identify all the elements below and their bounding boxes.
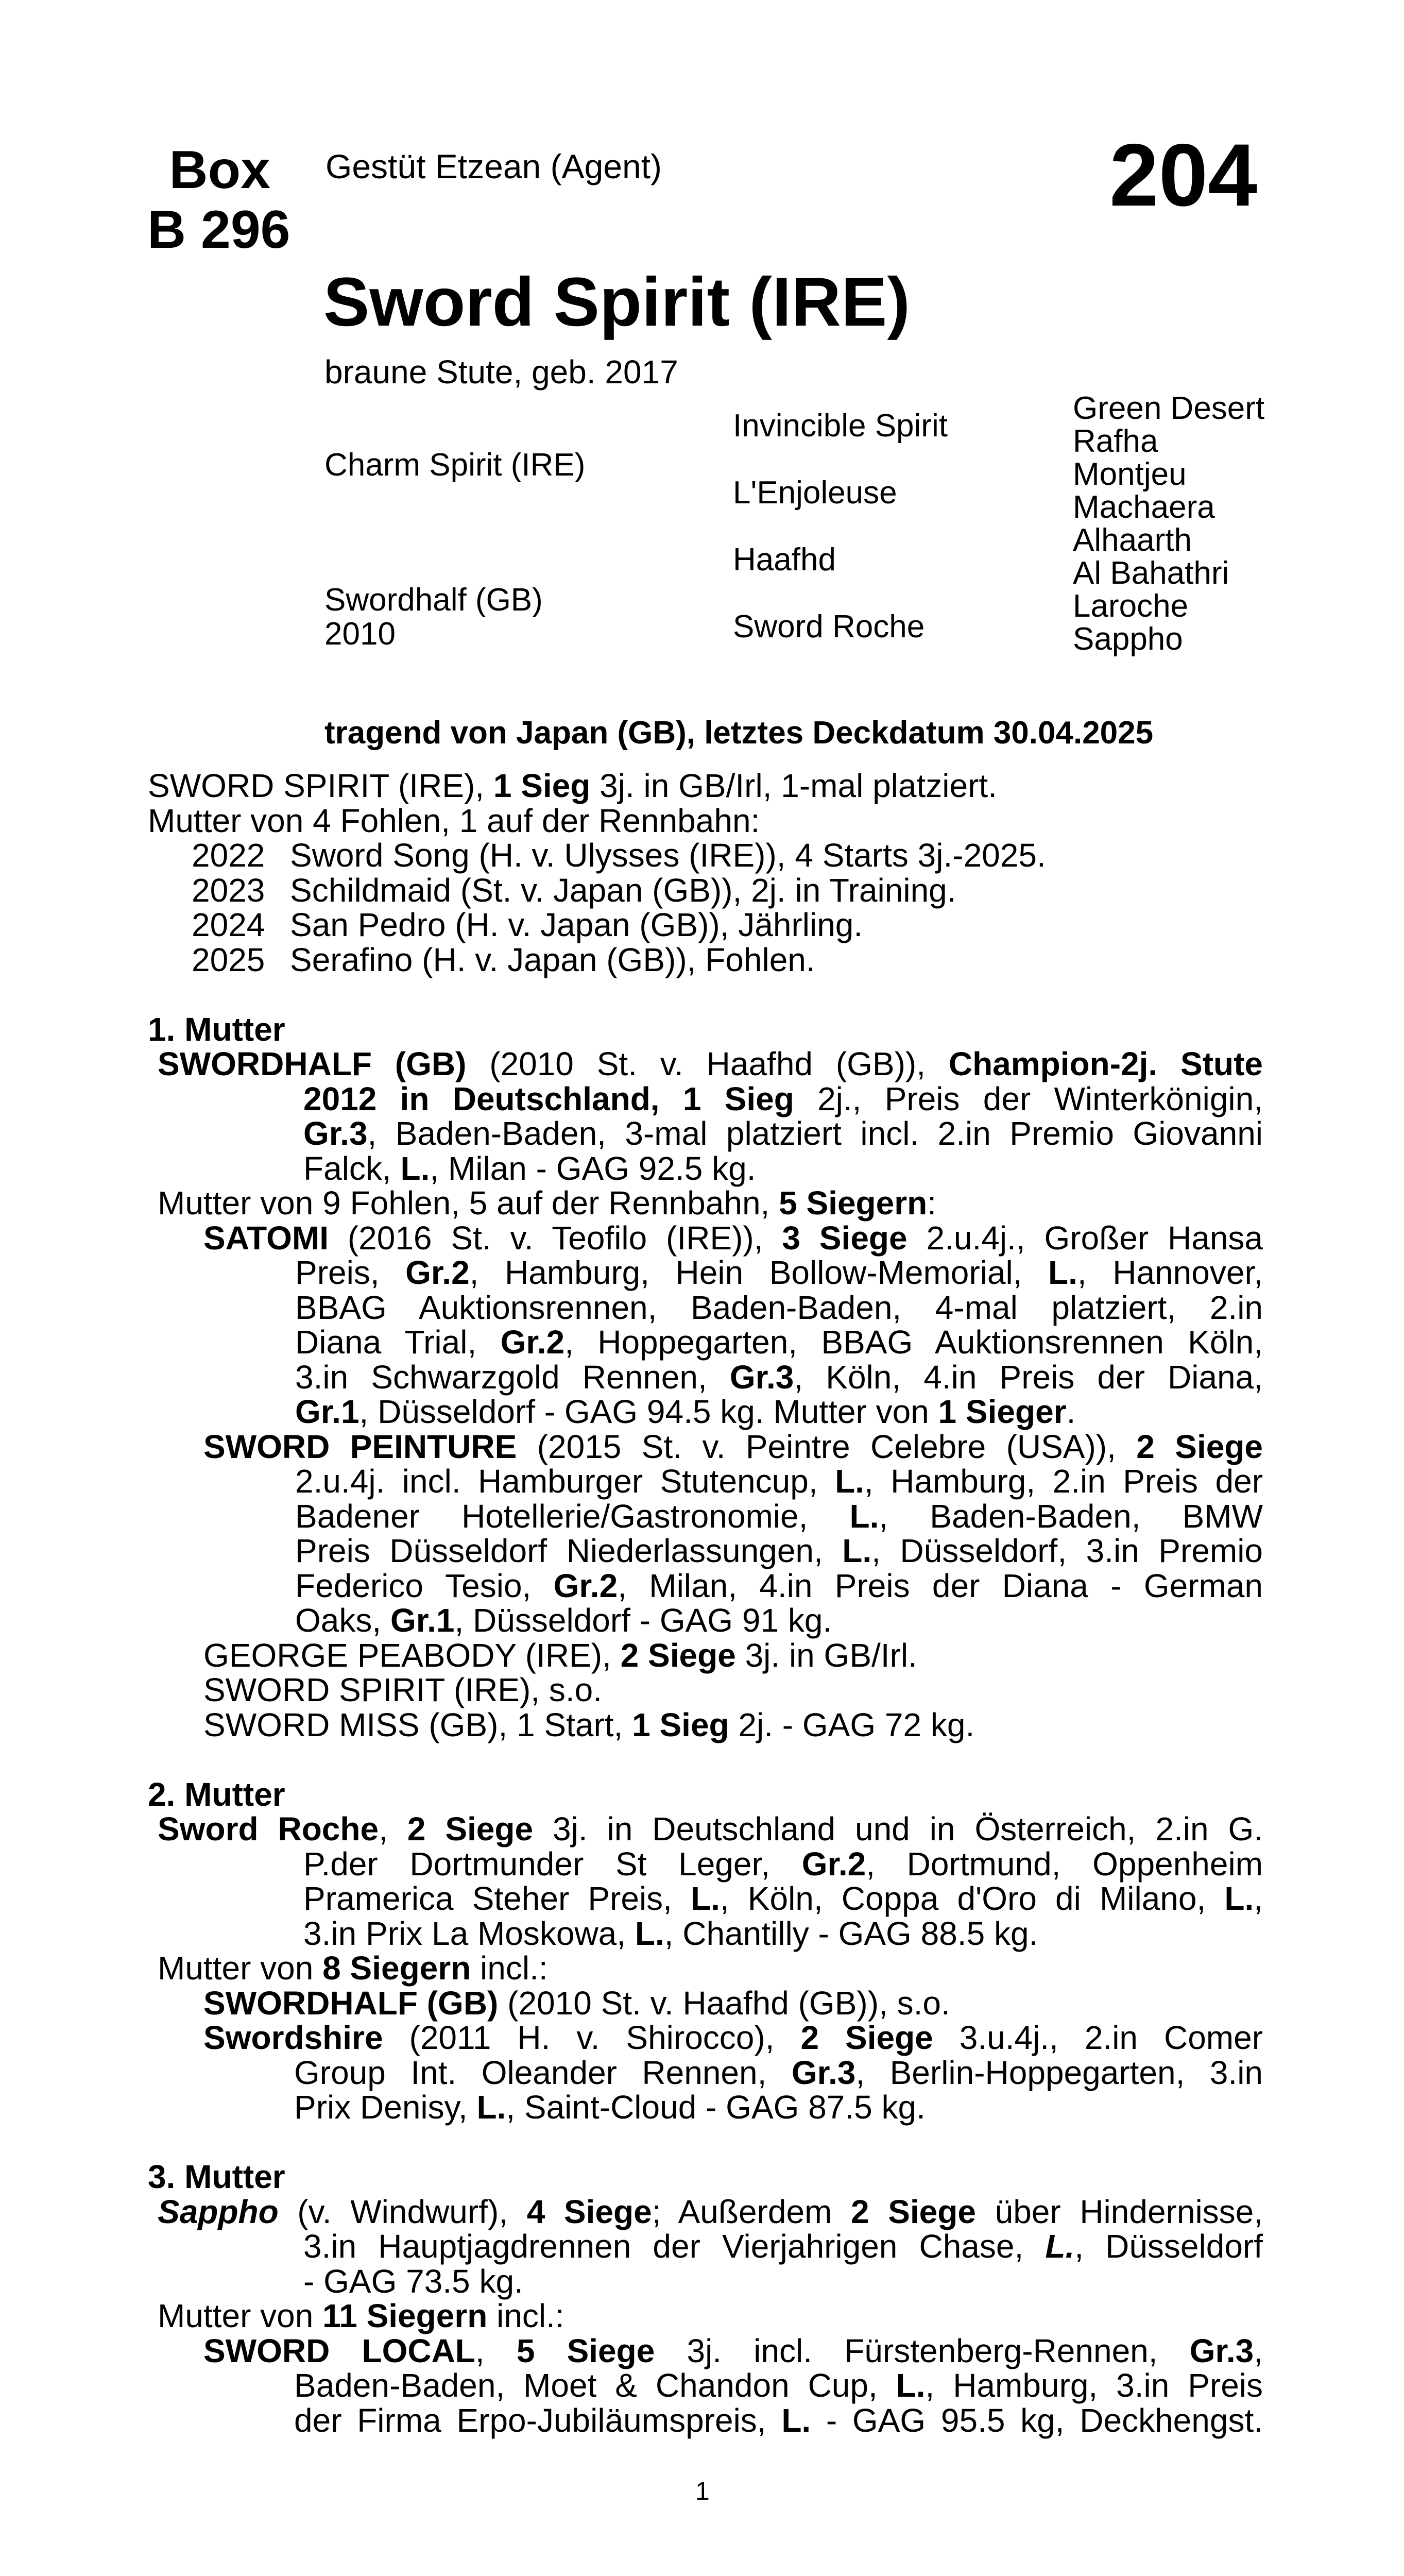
body-line <box>203 2334 1263 2370</box>
covering-info: tragend von Japan (GB), letztes Deckdatum 30.04.2025 <box>324 715 1154 751</box>
text-run: SWORD MISS (GB), 1 Start, <box>203 1706 632 1743</box>
text-run: 3.in Prix La Moskowa, <box>303 1914 635 1952</box>
text-run: , Hamburg, 2.in Preis der <box>864 1465 1263 1500</box>
body-line <box>203 1222 1263 1258</box>
emphasis-bold: 2 Siege <box>800 2021 933 2056</box>
emphasis-bold: Gr.2 <box>801 1847 866 1883</box>
emphasis-bold: Gr.3 <box>303 1117 368 1152</box>
emphasis-bold: 2 Siege <box>1136 1430 1263 1465</box>
text-run: , <box>475 2334 517 2369</box>
text-run: - GAG 95.5 kg, Deckhengst. <box>811 2403 1263 2439</box>
emphasis-bold: Gr.2 <box>553 1569 618 1604</box>
text-run: (2016 St. v. Teofilo (IRE)), <box>328 1221 782 1257</box>
body-line <box>303 2262 523 2300</box>
text-run: Mutter von <box>158 1950 323 1987</box>
body-line <box>295 1361 1263 1397</box>
text-run: SWORD SPIRIT (IRE), s.o. <box>203 1671 602 1708</box>
text-run: Schildmaid (St. v. Japan (GB)), 2j. in Training. <box>290 871 956 909</box>
body-line <box>148 1010 285 1048</box>
text-run: Prix Denisy, <box>294 2089 477 2126</box>
text-run: , <box>379 1812 407 1848</box>
emphasis-bold: L. <box>781 2403 811 2439</box>
text-run: , <box>1254 1882 1263 1917</box>
text-run: (2010 St. v. Haafhd (GB)), <box>466 1047 949 1082</box>
emphasis-bold: Gr.1 <box>390 1602 455 1639</box>
text-run: Preis, <box>295 1256 406 1291</box>
body-line <box>158 1047 1263 1083</box>
emphasis-bold: L. <box>691 1882 720 1917</box>
pedigree-dam-sire: Haafhd <box>733 542 836 578</box>
text-run: ; Außerdem <box>652 2195 851 2230</box>
emphasis-bold: L. <box>849 1499 879 1535</box>
text-run: Preis Düsseldorf Niederlassungen, <box>295 1534 843 1569</box>
emphasis-bold: Gr.2 <box>500 1326 565 1361</box>
text-run: der Firma Erpo-Jubiläumspreis, <box>294 2403 782 2439</box>
text-run: , Köln, Coppa d'Oro di Milano, <box>720 1882 1225 1917</box>
text-run: , Milan - GAG 92.5 kg. <box>430 1149 756 1187</box>
text-run: 3.in Schwarzgold Rennen, <box>295 1360 730 1396</box>
page-number: 1 <box>695 2477 710 2505</box>
text-run: , Düsseldorf <box>1074 2230 1263 2265</box>
text-run: 3.in Hauptjagdrennen der Vierjahrigen Chase, <box>303 2230 1046 2265</box>
text-run: (2015 St. v. Peintre Celebre (USA)), <box>517 1430 1137 1465</box>
body-line <box>203 1673 602 1706</box>
consignor: Gestüt Etzean (Agent) <box>326 147 662 185</box>
text-run: , Milan, 4.in Preis der Diana - German <box>618 1569 1263 1604</box>
body-line <box>303 1914 1038 1952</box>
text-run: , <box>1254 2334 1263 2369</box>
body-line <box>158 1184 936 1222</box>
text-run: , Hamburg, Hein Bollow-Memorial, <box>469 1256 1049 1291</box>
emphasis-bold: SWORDHALF (GB) <box>203 1984 499 2022</box>
text-run: SWORD SPIRIT (IRE), <box>148 767 493 804</box>
text-run: San Pedro (H. v. Japan (GB)), Jährling. <box>290 906 863 943</box>
emphasis-bold: Swordshire <box>203 2021 383 2056</box>
text-run: 2.u.4j., Großer Hansa <box>907 1221 1263 1257</box>
emphasis-bold: Sword Roche <box>158 1812 379 1848</box>
text-run: 2j., Preis der Winterkönigin, <box>794 1082 1263 1117</box>
text-run: 3.u.4j., 2.in Comer <box>933 2021 1263 2056</box>
text-run: , Chantilly - GAG 88.5 kg. <box>664 1914 1038 1952</box>
emphasis-bold: L. <box>835 1465 864 1500</box>
pedigree-dam-dam: Sword Roche <box>733 609 925 645</box>
body-line <box>303 2230 1263 2266</box>
text-run: 3j. incl. Fürstenberg-Rennen, <box>655 2334 1190 2369</box>
body-line <box>203 1708 974 1741</box>
text-run: Mutter von 9 Fohlen, 5 auf der Rennbahn, <box>158 1184 779 1222</box>
pedigree-sire-dam: L'Enjoleuse <box>733 475 897 511</box>
text-run: , Hoppegarten, BBAG Auktionsrennen Köln, <box>564 1326 1263 1361</box>
body-line <box>203 1984 950 2022</box>
emphasis-bold: Gr.3 <box>729 1360 794 1396</box>
body-line <box>148 769 997 802</box>
emphasis-bold: SATOMI <box>203 1221 329 1257</box>
emphasis-bold: 5 Siegern <box>779 1184 928 1222</box>
text-run: , Berlin-Hoppegarten, 3.in <box>855 2056 1263 2091</box>
text-run: Badener Hotellerie/Gastronomie, <box>295 1499 850 1535</box>
emphasis-bold: L. <box>476 2089 506 2126</box>
foal-year: 2022 <box>192 837 265 874</box>
text-run: (2010 St. v. Haafhd (GB)), s.o. <box>498 1984 950 2022</box>
body-line <box>303 1149 756 1187</box>
emphasis-bold: 3 Siege <box>782 1221 908 1257</box>
emphasis-bold: Gr.1 <box>295 1393 359 1430</box>
emphasis-bold: SWORDHALF (GB) <box>158 1047 467 1082</box>
text-run: P.der Dortmunder St Leger, <box>303 1847 802 1883</box>
emphasis-bold: 11 Siegern <box>322 2297 488 2334</box>
body-line <box>294 2369 1263 2405</box>
body-line <box>148 2160 285 2193</box>
body-line <box>295 1534 1263 1570</box>
text-run: Group Int. Oleander Rennen, <box>294 2056 792 2091</box>
body-line <box>295 1291 1263 1327</box>
body-line <box>303 1882 1263 1918</box>
emphasis-bold: 8 Siegern <box>322 1950 471 1987</box>
text-run: , Köln, 4.in Preis der Diana, <box>794 1360 1263 1396</box>
body-line <box>295 1569 1263 1605</box>
pedigree-g3: Sappho <box>1073 621 1183 657</box>
box-label: Box <box>169 140 270 200</box>
pedigree-g3: Alhaarth <box>1073 522 1192 558</box>
body-line <box>303 1082 1263 1118</box>
emphasis-bold: 2 Siege <box>850 2195 976 2230</box>
text-run: - GAG 73.5 kg. <box>303 2262 523 2300</box>
emphasis-italic: L. <box>1045 2230 1075 2265</box>
text-run: Oaks, <box>295 1602 390 1639</box>
text-run: : <box>927 1184 936 1222</box>
emphasis-bold: 5 Siege <box>516 2334 655 2369</box>
body-line <box>294 2056 1263 2092</box>
emphasis-bold: 1 Sieger <box>938 1393 1067 1430</box>
text-run: Diana Trial, <box>295 1326 501 1361</box>
text-run: 2j. - GAG 72 kg. <box>729 1706 975 1743</box>
text-run: , Hamburg, 3.in Preis <box>925 2369 1263 2404</box>
body-line <box>192 839 1046 872</box>
emphasis-bold: Gr.3 <box>1189 2334 1254 2369</box>
lot-number: 204 <box>1109 126 1257 225</box>
body-line <box>294 2404 1263 2440</box>
text-run: , Düsseldorf - GAG 91 kg. <box>454 1602 832 1639</box>
emphasis-bold: 1 Sieg <box>632 1706 729 1743</box>
text-run: GEORGE PEABODY (IRE), <box>203 1636 621 1674</box>
text-run: Baden-Baden, Moet & Chandon Cup, <box>294 2369 896 2404</box>
emphasis-bold: 2 Siege <box>407 1812 534 1848</box>
body-line <box>148 1775 285 1813</box>
text-run: Mutter von <box>158 2297 323 2334</box>
emphasis-bold: SWORD PEINTURE <box>203 1430 517 1465</box>
emphasis-bold: 2012 in Deutschland, 1 Sieg <box>303 1082 794 1117</box>
pedigree-g3: Green Desert <box>1073 391 1265 426</box>
emphasis-bold: Gr.3 <box>791 2056 856 2091</box>
body-line <box>295 1604 832 1637</box>
body-line <box>203 1430 1263 1466</box>
text-run: 3j. in Deutschland und in Österreich, 2.in G. <box>533 1812 1263 1848</box>
text-run: , Dortmund, Oppenheim <box>866 1847 1263 1883</box>
foal-year: 2025 <box>192 941 265 978</box>
text-run: , Baden-Baden, BMW <box>879 1499 1263 1535</box>
pedigree-g3: Machaera <box>1073 489 1215 525</box>
emphasis-bold: 3. Mutter <box>148 2158 285 2195</box>
body-line <box>148 804 760 837</box>
emphasis-italic: Sappho <box>158 2195 279 2230</box>
body-line <box>295 1395 1075 1428</box>
emphasis-bold: 2. Mutter <box>148 1775 285 1813</box>
body-line <box>303 1848 1263 1884</box>
emphasis-bold: Gr.2 <box>405 1256 470 1291</box>
text-run: incl.: <box>471 1950 548 1987</box>
emphasis-bold: L. <box>635 1914 664 1952</box>
box-number: B 296 <box>147 200 290 260</box>
pedigree-dam-year: 2010 <box>324 616 396 652</box>
body-line <box>295 1500 1263 1536</box>
body-line <box>295 1326 1263 1362</box>
foal-year: 2024 <box>192 906 265 943</box>
emphasis-bold: Champion-2j. Stute <box>948 1047 1263 1082</box>
body-line <box>294 2091 926 2124</box>
body-line <box>192 871 956 909</box>
text-run: 2.u.4j. incl. Hamburger Stutencup, <box>295 1465 835 1500</box>
emphasis-bold: 1 Sieg <box>493 767 591 804</box>
foal-year: 2023 <box>192 871 265 909</box>
body-line <box>158 1812 1263 1849</box>
body-line <box>192 908 863 941</box>
text-run: Serafino (H. v. Japan (GB)), Fohlen. <box>290 941 815 978</box>
text-run: Mutter von 4 Fohlen, 1 auf der Rennbahn: <box>148 802 760 839</box>
horse-description: braune Stute, geb. 2017 <box>324 353 678 391</box>
body-line <box>295 1256 1263 1292</box>
body-line <box>158 2299 564 2332</box>
emphasis-bold: L. <box>842 1534 872 1569</box>
body-line <box>203 2021 1263 2057</box>
emphasis-bold: L. <box>896 2369 926 2404</box>
pedigree-g3: Rafha <box>1073 423 1158 459</box>
emphasis-bold: 1. Mutter <box>148 1010 285 1048</box>
pedigree-g3: Al Bahathri <box>1073 555 1229 591</box>
pedigree-g3: Laroche <box>1073 588 1189 624</box>
text-run: (v. Windwurf), <box>278 2195 527 2230</box>
emphasis-bold: 2 Siege <box>620 1636 736 1674</box>
text-run: über Hindernisse, <box>975 2195 1263 2230</box>
pedigree-g3: Montjeu <box>1073 456 1187 492</box>
text-run: , Düsseldorf - GAG 94.5 kg. Mutter von <box>359 1393 938 1430</box>
text-run: . <box>1066 1393 1076 1430</box>
text-run: 3j. in GB/Irl. <box>735 1636 917 1674</box>
pedigree-sire-sire: Invincible Spirit <box>733 408 948 444</box>
text-run: , Saint-Cloud - GAG 87.5 kg. <box>506 2089 926 2126</box>
pedigree-sire: Charm Spirit (IRE) <box>324 447 586 483</box>
text-run: Falck, <box>303 1149 401 1187</box>
body-line <box>295 1465 1263 1501</box>
text-run: (2011 H. v. Shirocco), <box>383 2021 801 2056</box>
pedigree-dam: Swordhalf (GB) <box>324 582 543 618</box>
text-run: BBAG Auktionsrennen, Baden-Baden, 4-mal platziert, 2.in <box>295 1291 1263 1326</box>
text-run: Federico Tesio, <box>295 1569 554 1604</box>
emphasis-bold: 4 Siege <box>526 2195 652 2230</box>
text-run: incl.: <box>487 2297 564 2334</box>
body-line <box>203 1636 917 1674</box>
text-run: , Baden-Baden, 3-mal platziert incl. 2.in Premio Giovanni <box>367 1117 1263 1152</box>
text-run: Sword Song (H. v. Ulysses (IRE)), 4 Starts 3j.-2025. <box>290 837 1046 874</box>
body-line <box>158 2195 1263 2231</box>
text-run: 3j. in GB/Irl, 1-mal platziert. <box>590 767 997 804</box>
emphasis-bold: L. <box>1224 1882 1254 1917</box>
body-line <box>158 1952 548 1985</box>
emphasis-bold: SWORD LOCAL <box>203 2334 475 2369</box>
body-line <box>192 943 815 976</box>
emphasis-bold: L. <box>1048 1256 1077 1291</box>
text-run: Pramerica Steher Preis, <box>303 1882 691 1917</box>
text-run: , Düsseldorf, 3.in Premio <box>871 1534 1263 1569</box>
body-line <box>303 1117 1263 1153</box>
text-run: , Hannover, <box>1077 1256 1263 1291</box>
emphasis-bold: L. <box>400 1149 430 1187</box>
horse-name: Sword Spirit (IRE) <box>323 264 910 341</box>
